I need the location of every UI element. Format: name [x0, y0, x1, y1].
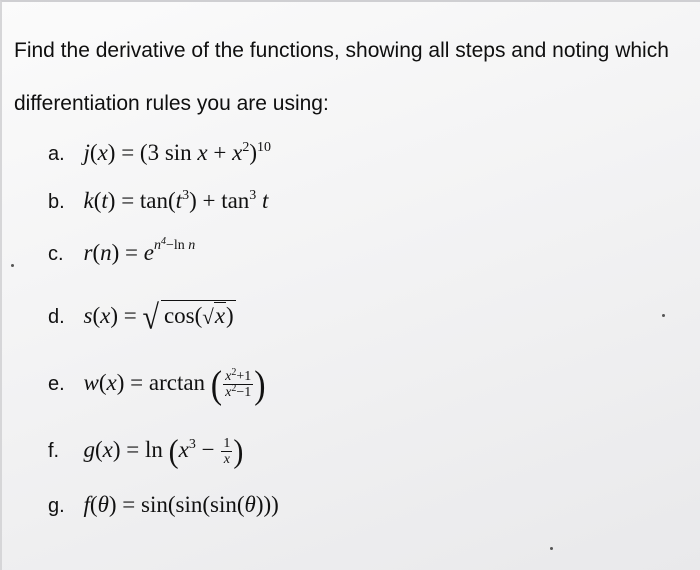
- equation-d: s(x) = √ cos(√x): [83, 298, 234, 337]
- problem-f: [48, 435, 243, 469]
- problem-letter: g.: [48, 495, 65, 517]
- fraction: $\frac{x^2+1}{x^2-1}$: [225, 367, 252, 401]
- equation-g: f(θ) = sin(sin(sin(θ))): [83, 492, 279, 517]
- problem-letter: d.: [48, 305, 65, 328]
- instruction-text: [14, 24, 684, 130]
- problem-b: [48, 188, 268, 214]
- problem-d: [48, 300, 236, 335]
- equation-b: $k(t) = \tan(t^3) + \tan^3 t$: [83, 188, 269, 213]
- paper-speck: [11, 264, 14, 267]
- instruction-line-2: differentiation rules you are using:: [14, 92, 329, 115]
- problem-g: [48, 492, 279, 518]
- problem-letter: b.: [48, 191, 65, 213]
- equation-e: w(x) = arctan ( $\frac{x^2+1}{x^2-1}$ ): [83, 364, 266, 407]
- problem-e: [48, 364, 266, 407]
- problem-letter: a.: [48, 143, 65, 165]
- equation-f: $g(x) = \ln (x^3$ − $\frac{1}{x}$ ): [83, 433, 244, 470]
- paper-speck: [662, 314, 665, 317]
- problem-letter: f.: [48, 440, 60, 462]
- problem-c: [48, 236, 196, 266]
- fraction: $\frac{1}{x}$: [223, 436, 231, 468]
- instruction-line-1: Find the derivative of the functions, showing all steps and noting which: [14, 39, 669, 62]
- problem-letter: e.: [48, 373, 65, 395]
- problem-a: [48, 140, 271, 166]
- equation-c: $r(n) = e^{n^4-ln n}$: [83, 236, 196, 265]
- paper-speck: [550, 547, 553, 550]
- equation-a: j(x) = (3 $\sin x + x^2)^{10}$: [83, 140, 272, 165]
- square-root-outer: √ cos(√x): [142, 298, 234, 337]
- problem-letter: c.: [48, 243, 64, 265]
